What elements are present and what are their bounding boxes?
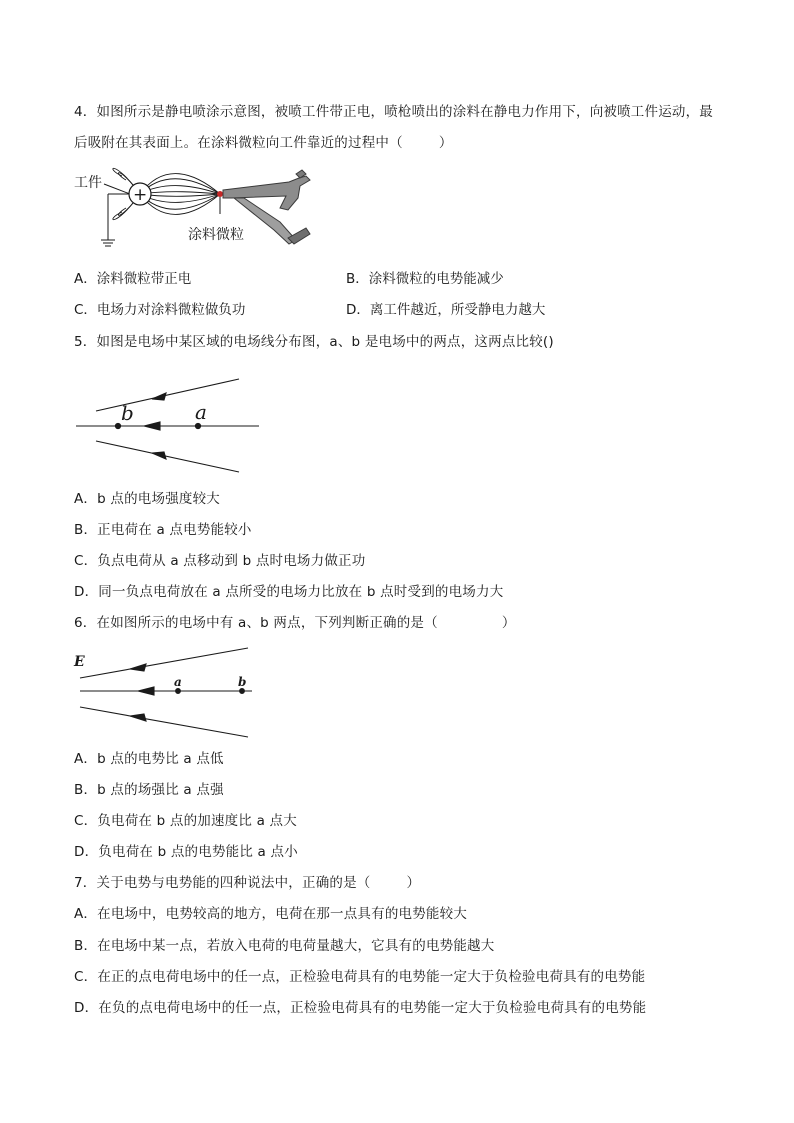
q4-stem-line1: 4．如图所示是静电喷涂示意图，被喷工件带正电，喷枪喷出的涂料在静电力作用下，向被喷工件运动，最 [74, 104, 713, 120]
q7-option-a[interactable]: A．在电场中，电势较高的地方，电荷在那一点具有的电势能较大 [74, 906, 468, 922]
q5-option-a[interactable]: A．b 点的电场强度较大 [74, 491, 220, 507]
q5-field-diagram [74, 372, 264, 476]
q5-option-b[interactable]: B．正电荷在 a 点电势能较小 [74, 522, 252, 538]
q7-stem: 7．关于电势与电势能的四种说法中，正确的是（ ） [74, 875, 421, 891]
q6-option-a[interactable]: A．b 点的电势比 a 点低 [74, 751, 224, 767]
q6-option-b[interactable]: B．b 点的场强比 a 点强 [74, 782, 224, 798]
q6-E-label: E [74, 654, 85, 670]
q4-label-particles: 涂料微粒 [188, 227, 244, 243]
q4-spray-diagram [74, 168, 336, 258]
q4-plus-sign: + [133, 185, 148, 205]
q4-option-a[interactable]: A．涂料微粒带正电 [74, 271, 192, 287]
q4-option-c[interactable]: C．电场力对涂料微粒做负功 [74, 302, 246, 318]
q5-option-c[interactable]: C．负点电荷从 a 点移动到 b 点时电场力做正功 [74, 553, 366, 569]
q6-option-c[interactable]: C．负电荷在 b 点的加速度比 a 点大 [74, 813, 297, 829]
q5-point-a-label: a [195, 400, 207, 424]
q5-stem: 5．如图是电场中某区域的电场线分布图，a、b 是电场中的两点，这两点比较() [74, 334, 554, 350]
q4-option-b[interactable]: B．涂料微粒的电势能减少 [346, 271, 504, 287]
q6-point-b-label: b [238, 675, 247, 689]
q5-option-d[interactable]: D．同一负点电荷放在 a 点所受的电场力比放在 b 点时受到的电场力大 [74, 584, 504, 600]
q6-option-d[interactable]: D．负电荷在 b 点的电势能比 a 点小 [74, 844, 298, 860]
q7-option-d[interactable]: D．在负的点电荷电场中的任一点，正检验电荷具有的电势能一定大于负检验电荷具有的电势能 [74, 1000, 647, 1016]
q7-option-c[interactable]: C．在正的点电荷电场中的任一点，正检验电荷具有的电势能一定大于负检验电荷具有的电势能 [74, 969, 646, 985]
q7-option-b[interactable]: B．在电场中某一点，若放入电荷的电荷量越大，它具有的电势能越大 [74, 938, 495, 954]
q6-point-a-label: a [174, 675, 182, 689]
q6-field-diagram [74, 646, 254, 742]
q4-stem-line2: 后吸附在其表面上。在涂料微粒向工件靠近的过程中（ ） [74, 135, 453, 151]
q4-option-d[interactable]: D．离工件越近，所受静电力越大 [346, 302, 546, 318]
q6-stem: 6．在如图所示的电场中有 a、b 两点，下列判断正确的是（ ） [74, 615, 516, 631]
q5-point-b-label: b [121, 401, 134, 425]
q4-label-workpiece: 工件 [74, 175, 102, 191]
